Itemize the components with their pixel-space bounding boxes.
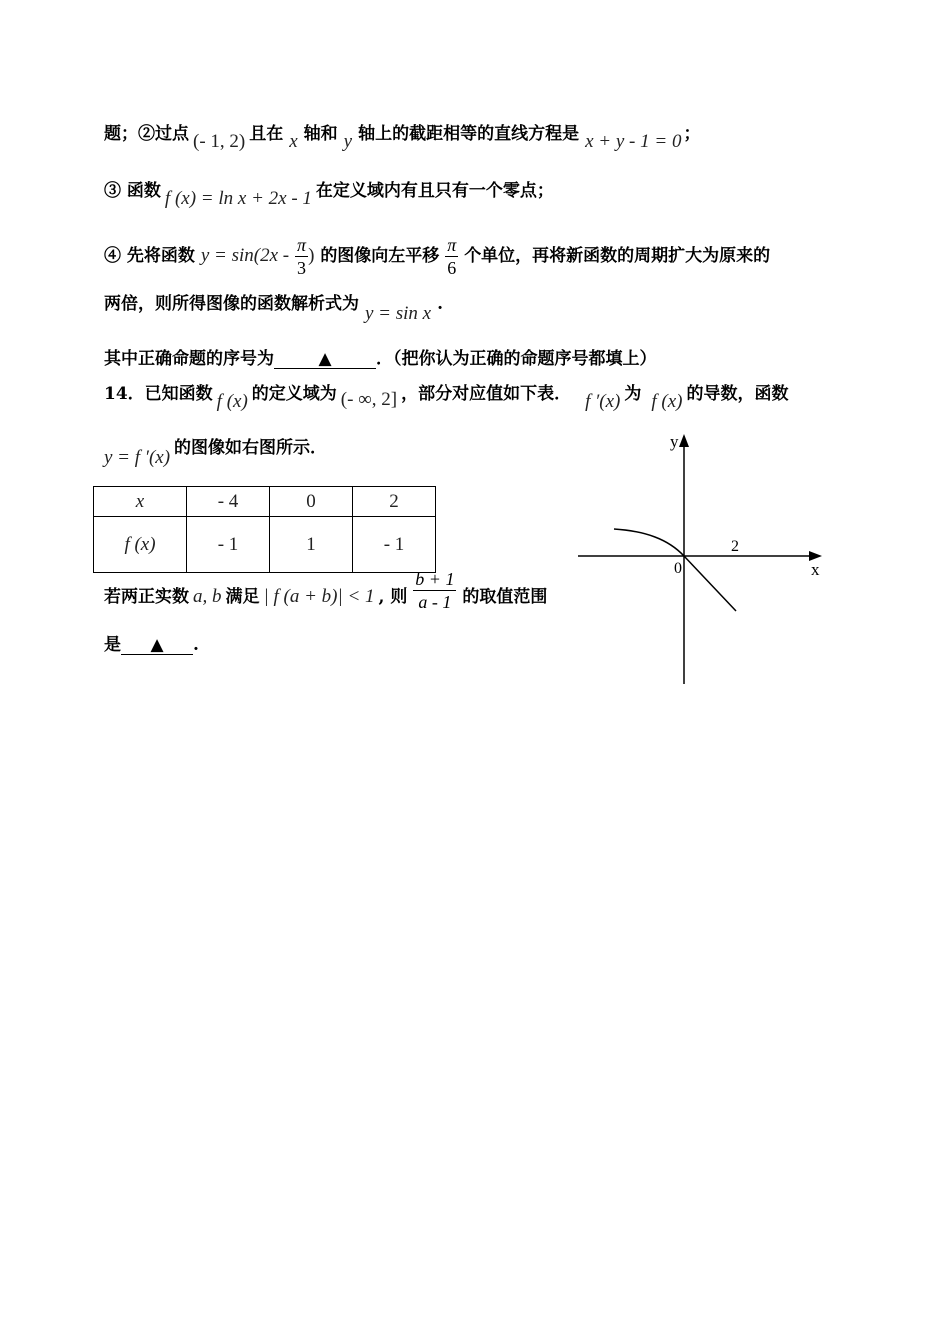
text: 且在 (249, 124, 284, 144)
text: 在定义域内有且只有一个零点； (315, 181, 554, 201)
abs-inequality: | f (a + b)| < 1 (263, 586, 375, 607)
table-cell: 1 (270, 517, 353, 573)
answer-blank: ▲ (121, 637, 193, 655)
table-cell: - 4 (187, 487, 270, 517)
result-function: y = sin x (365, 303, 432, 324)
domain-expr: (- ∞, 2] (340, 389, 398, 410)
table-cell: - 1 (187, 517, 270, 573)
text: 为 (624, 384, 642, 404)
table-cell: x (94, 487, 187, 517)
text: b + 1 (415, 569, 455, 589)
origin-label: 0 (674, 560, 682, 577)
text: . (193, 635, 199, 655)
text: π (297, 235, 307, 255)
text: 3 (297, 258, 307, 278)
text: 的图像向左平移 (320, 246, 440, 266)
function-expr: f (x) = ln x + 2x - 1 (164, 188, 312, 209)
text: 轴和 (303, 124, 338, 144)
text: 的定义域为 (251, 384, 337, 404)
text: , 则 (378, 587, 408, 607)
text: 题；②过点 (104, 124, 189, 144)
text: π (447, 235, 457, 255)
text: ．（把你认为正确的命题序号都填上） (376, 349, 657, 369)
table-cell: f (x) (94, 517, 187, 573)
fx-expr-2: f (x) (651, 391, 683, 412)
tick-label-2: 2 (731, 538, 739, 555)
y-axis-arrow (679, 434, 689, 447)
text: 个单位，再将新函数的周期扩大为原来的 (464, 246, 771, 266)
text: 6 (447, 258, 457, 278)
text: 两倍，则所得图像的函数解析式为 (104, 294, 359, 314)
answer-blank: ▲ (274, 351, 376, 369)
y-axis-label: y (670, 432, 679, 451)
text: a - 1 (418, 592, 452, 612)
table-cell: - 1 (353, 517, 436, 573)
text: ； (683, 124, 701, 144)
text: 是 (104, 635, 121, 655)
text: ) (308, 245, 315, 266)
fx-expr: f (x) (216, 391, 248, 412)
sine-expr: y = sin(2x - (200, 245, 290, 266)
text: ，部分对应值如下表． (401, 384, 572, 404)
text: 的取值范围 (462, 587, 548, 607)
text: . (437, 294, 444, 314)
text: 其中正确命题的序号为 (104, 349, 274, 369)
table-cell: 2 (353, 487, 436, 517)
point-expr: (- 1, 2) (193, 131, 246, 152)
line-equation: x + y - 1 = 0 (585, 131, 682, 152)
text: 的导数，函数 (686, 384, 789, 404)
text: ③ 函数 (104, 181, 161, 201)
text: 14．已知函数 (104, 384, 213, 404)
text: ④ 先将函数 (104, 246, 195, 266)
text: 轴上的截距相等的直线方程是 (358, 124, 580, 144)
x-var: x (289, 131, 298, 152)
text: 的图像如右图所示． (174, 438, 328, 458)
text: 若两正实数 (104, 587, 189, 607)
table-cell: 0 (270, 487, 353, 517)
fprime-expr: f ′(x) (585, 391, 621, 412)
x-axis-label: x (811, 560, 820, 579)
text: 满足 (225, 587, 260, 607)
ab-vars: a, b (193, 586, 222, 607)
y-var: y (343, 131, 353, 152)
yfprime-expr: y = f ′(x) (104, 447, 171, 468)
